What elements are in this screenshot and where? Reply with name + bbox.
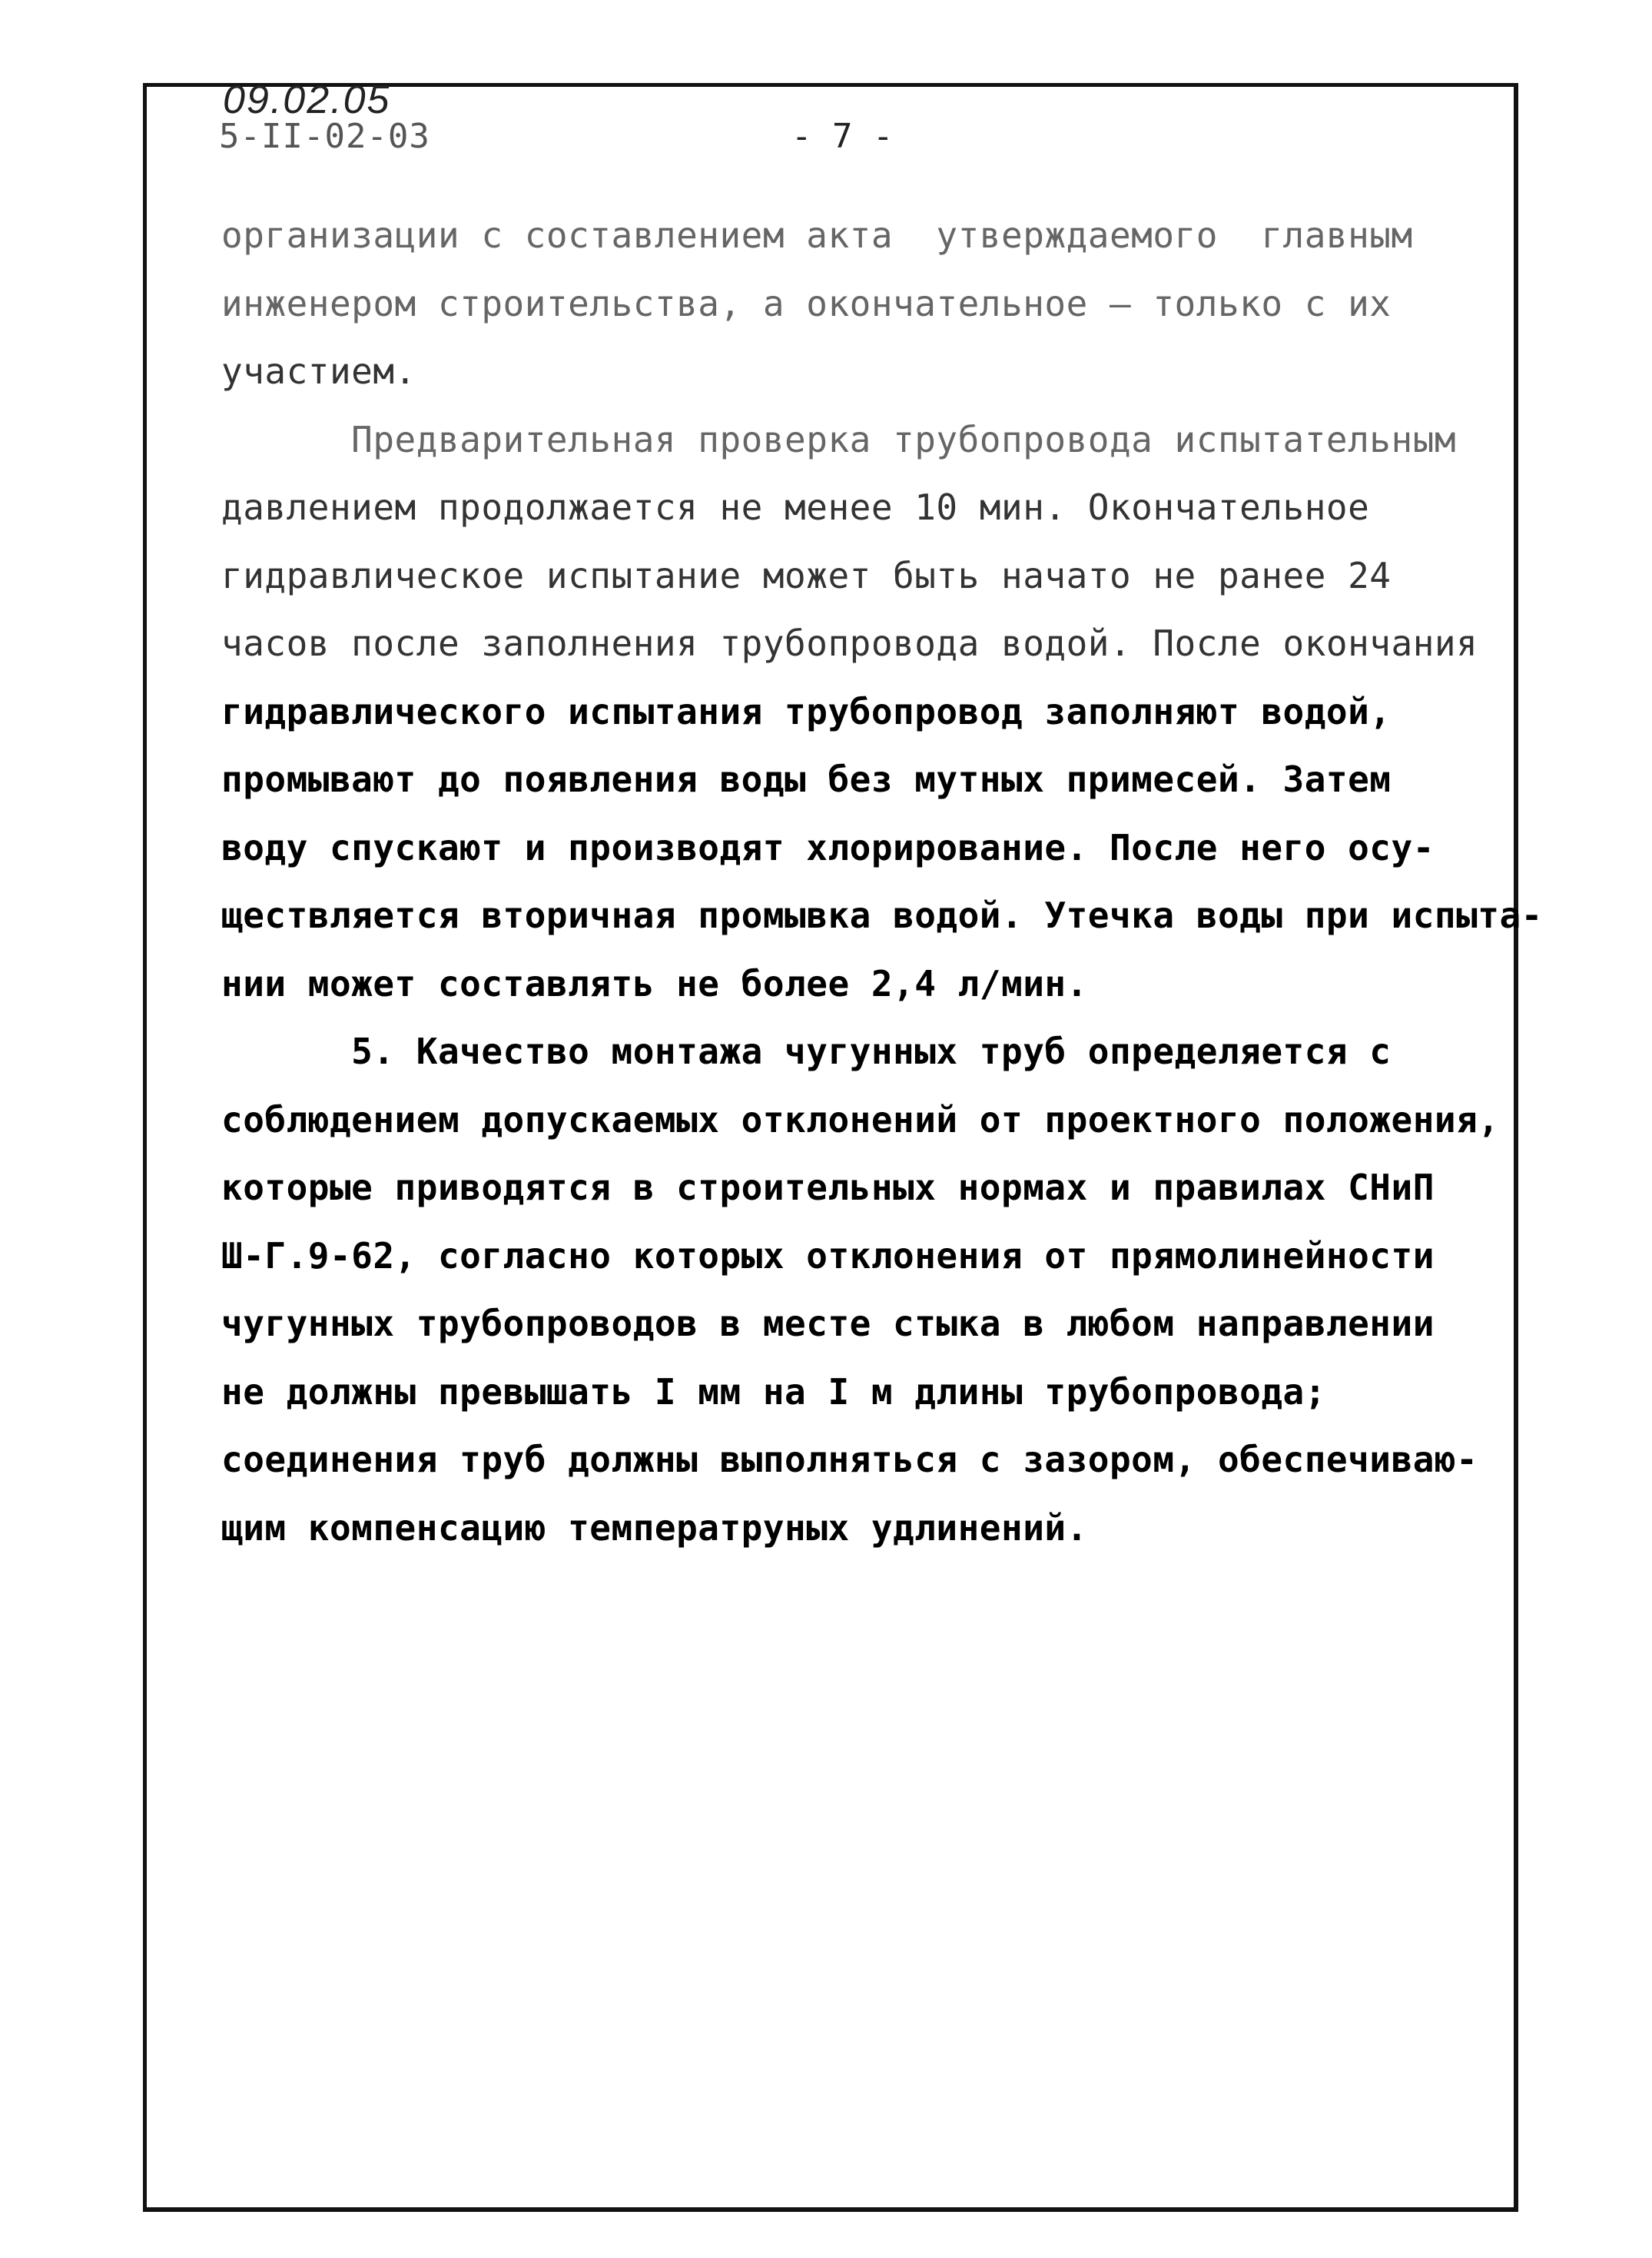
text-line: Предварительная проверка трубопровода испытательным <box>221 418 1457 460</box>
text-line: 5. Качество монтажа чугунных труб определяется с <box>221 1031 1392 1072</box>
text-line: щим компенсацию температруных удлинений. <box>221 1506 1088 1549</box>
text-line: ществляется вторичная промывка водой. Утечка воды при испыта- <box>221 895 1543 936</box>
text-line: инженером строительства, а окончательное — только с их <box>221 282 1392 324</box>
text-line: давлением продолжается не менее 10 мин. Окончательное <box>221 486 1370 528</box>
text-line: соблюдением допускаемых отклонений от проектного положения, <box>221 1098 1500 1141</box>
text-line: участием. <box>221 350 416 392</box>
document-code: 5-II-02-03 <box>219 117 430 156</box>
page-number: - 7 - <box>791 117 894 156</box>
text-line: нии может составлять не более 2,4 л/мин. <box>221 962 1088 1004</box>
text-line: часов после заполнения трубопровода водой. После окончания <box>221 623 1478 664</box>
text-line: организации с составлением акта утверждаемого главным <box>221 214 1413 256</box>
text-line: гидравлическое испытание может быть начато не ранее 24 <box>221 554 1392 596</box>
stamp-date: 09.02.05 <box>223 78 391 122</box>
text-line: гидравлического испытания трубопровод заполняют водой, <box>221 690 1392 732</box>
text-line: чугунных трубопроводов в месте стыка в любом направлении <box>221 1303 1435 1344</box>
text-line: которые приводятся в строительных нормах и правилах СНиП <box>221 1167 1435 1208</box>
text-line: не должны превышать I мм на I м длины трубопровода; <box>221 1370 1326 1413</box>
text-line: промывают до появления воды без мутных примесей. Затем <box>221 759 1392 800</box>
text-line: соединения труб должны выполняться с зазором, обеспечиваю- <box>221 1439 1478 1480</box>
text-line: воду спускают и производят хлорирование. После него осу- <box>221 826 1435 868</box>
text-line: Ш-Г.9-62, согласно которых отклонения от прямолинейности <box>221 1234 1435 1277</box>
body-text <box>221 201 1543 1562</box>
